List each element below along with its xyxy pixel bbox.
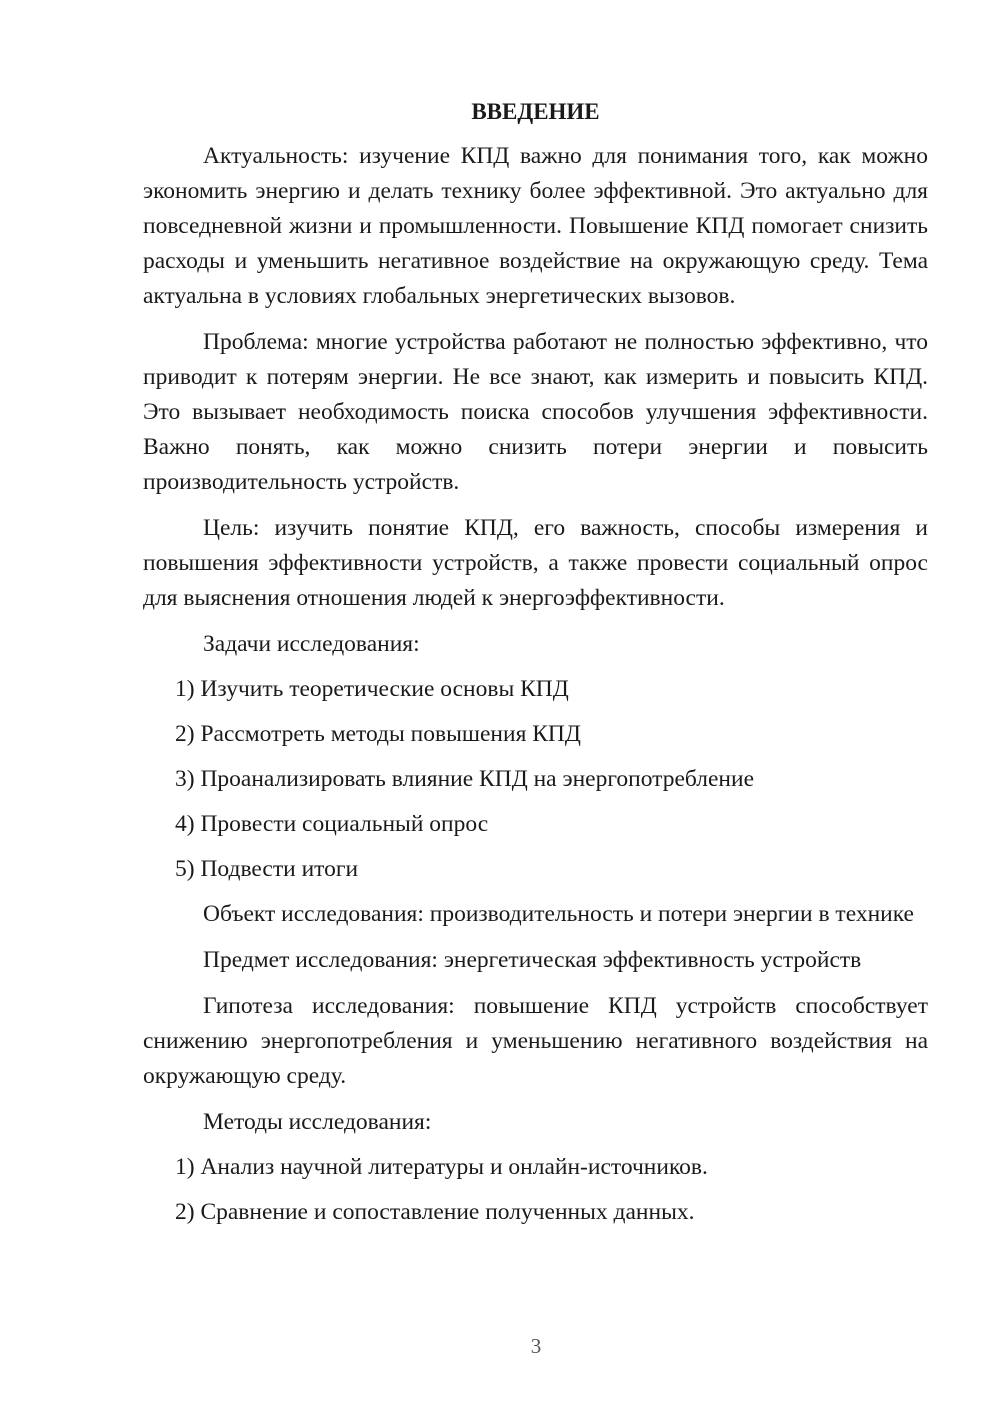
method-item: 1) Анализ научной литературы и онлайн-источников.: [175, 1154, 708, 1180]
task-item: 2) Рассмотреть методы повышения КПД: [175, 721, 581, 747]
problem-paragraph: Проблема: многие устройства работают не полностью эффективно, что приводит к потерям энергии. Не все знают, как измерить и повысить КПД. Это вызывает необходимость поиска способов улучшения эффективности. Важно понять, как можно снизить потери энергии и повысить производительность устройств.: [143, 329, 928, 495]
relevance-paragraph: Актуальность: изучение КПД важно для понимания того, как можно экономить энергию и делать технику более эффективной. Это актуально для повседневной жизни и промышленности. Повышение КПД помогает снизить расходы и уменьшить негативное воздействие на окружающую среду. Тема актуальна в условиях глобальных энергетических вызовов.: [143, 143, 928, 309]
page-content: [143, 94, 928, 1240]
subject-paragraph: Предмет исследования: энергетическая эффективность устройств: [203, 947, 862, 973]
hypothesis-paragraph: Гипотеза исследования: повышение КПД устройств способствует снижению энергопотребления и уменьшению негативного воздействия на окружающую среду.: [143, 993, 928, 1089]
task-item: 3) Проанализировать влияние КПД на энергопотребление: [175, 766, 754, 792]
section-title: ВВЕДЕНИЕ: [471, 99, 600, 124]
task-item: 5) Подвести итоги: [175, 856, 359, 882]
goal-paragraph: Цель: изучить понятие КПД, его важность, способы измерения и повышения эффективности устройств, а также провести социальный опрос для выяснения отношения людей к энергоэффективности.: [143, 515, 928, 611]
methods-heading: Методы исследования:: [203, 1109, 432, 1135]
tasks-heading: Задачи исследования:: [203, 631, 420, 657]
task-item: 1) Изучить теоретические основы КПД: [175, 676, 569, 702]
page-number: 3: [530, 1334, 542, 1358]
object-paragraph: Объект исследования: производительность и потери энергии в технике: [203, 901, 914, 927]
task-item: 4) Провести социальный опрос: [175, 811, 489, 837]
method-item: 2) Сравнение и сопоставление полученных данных.: [175, 1199, 695, 1225]
